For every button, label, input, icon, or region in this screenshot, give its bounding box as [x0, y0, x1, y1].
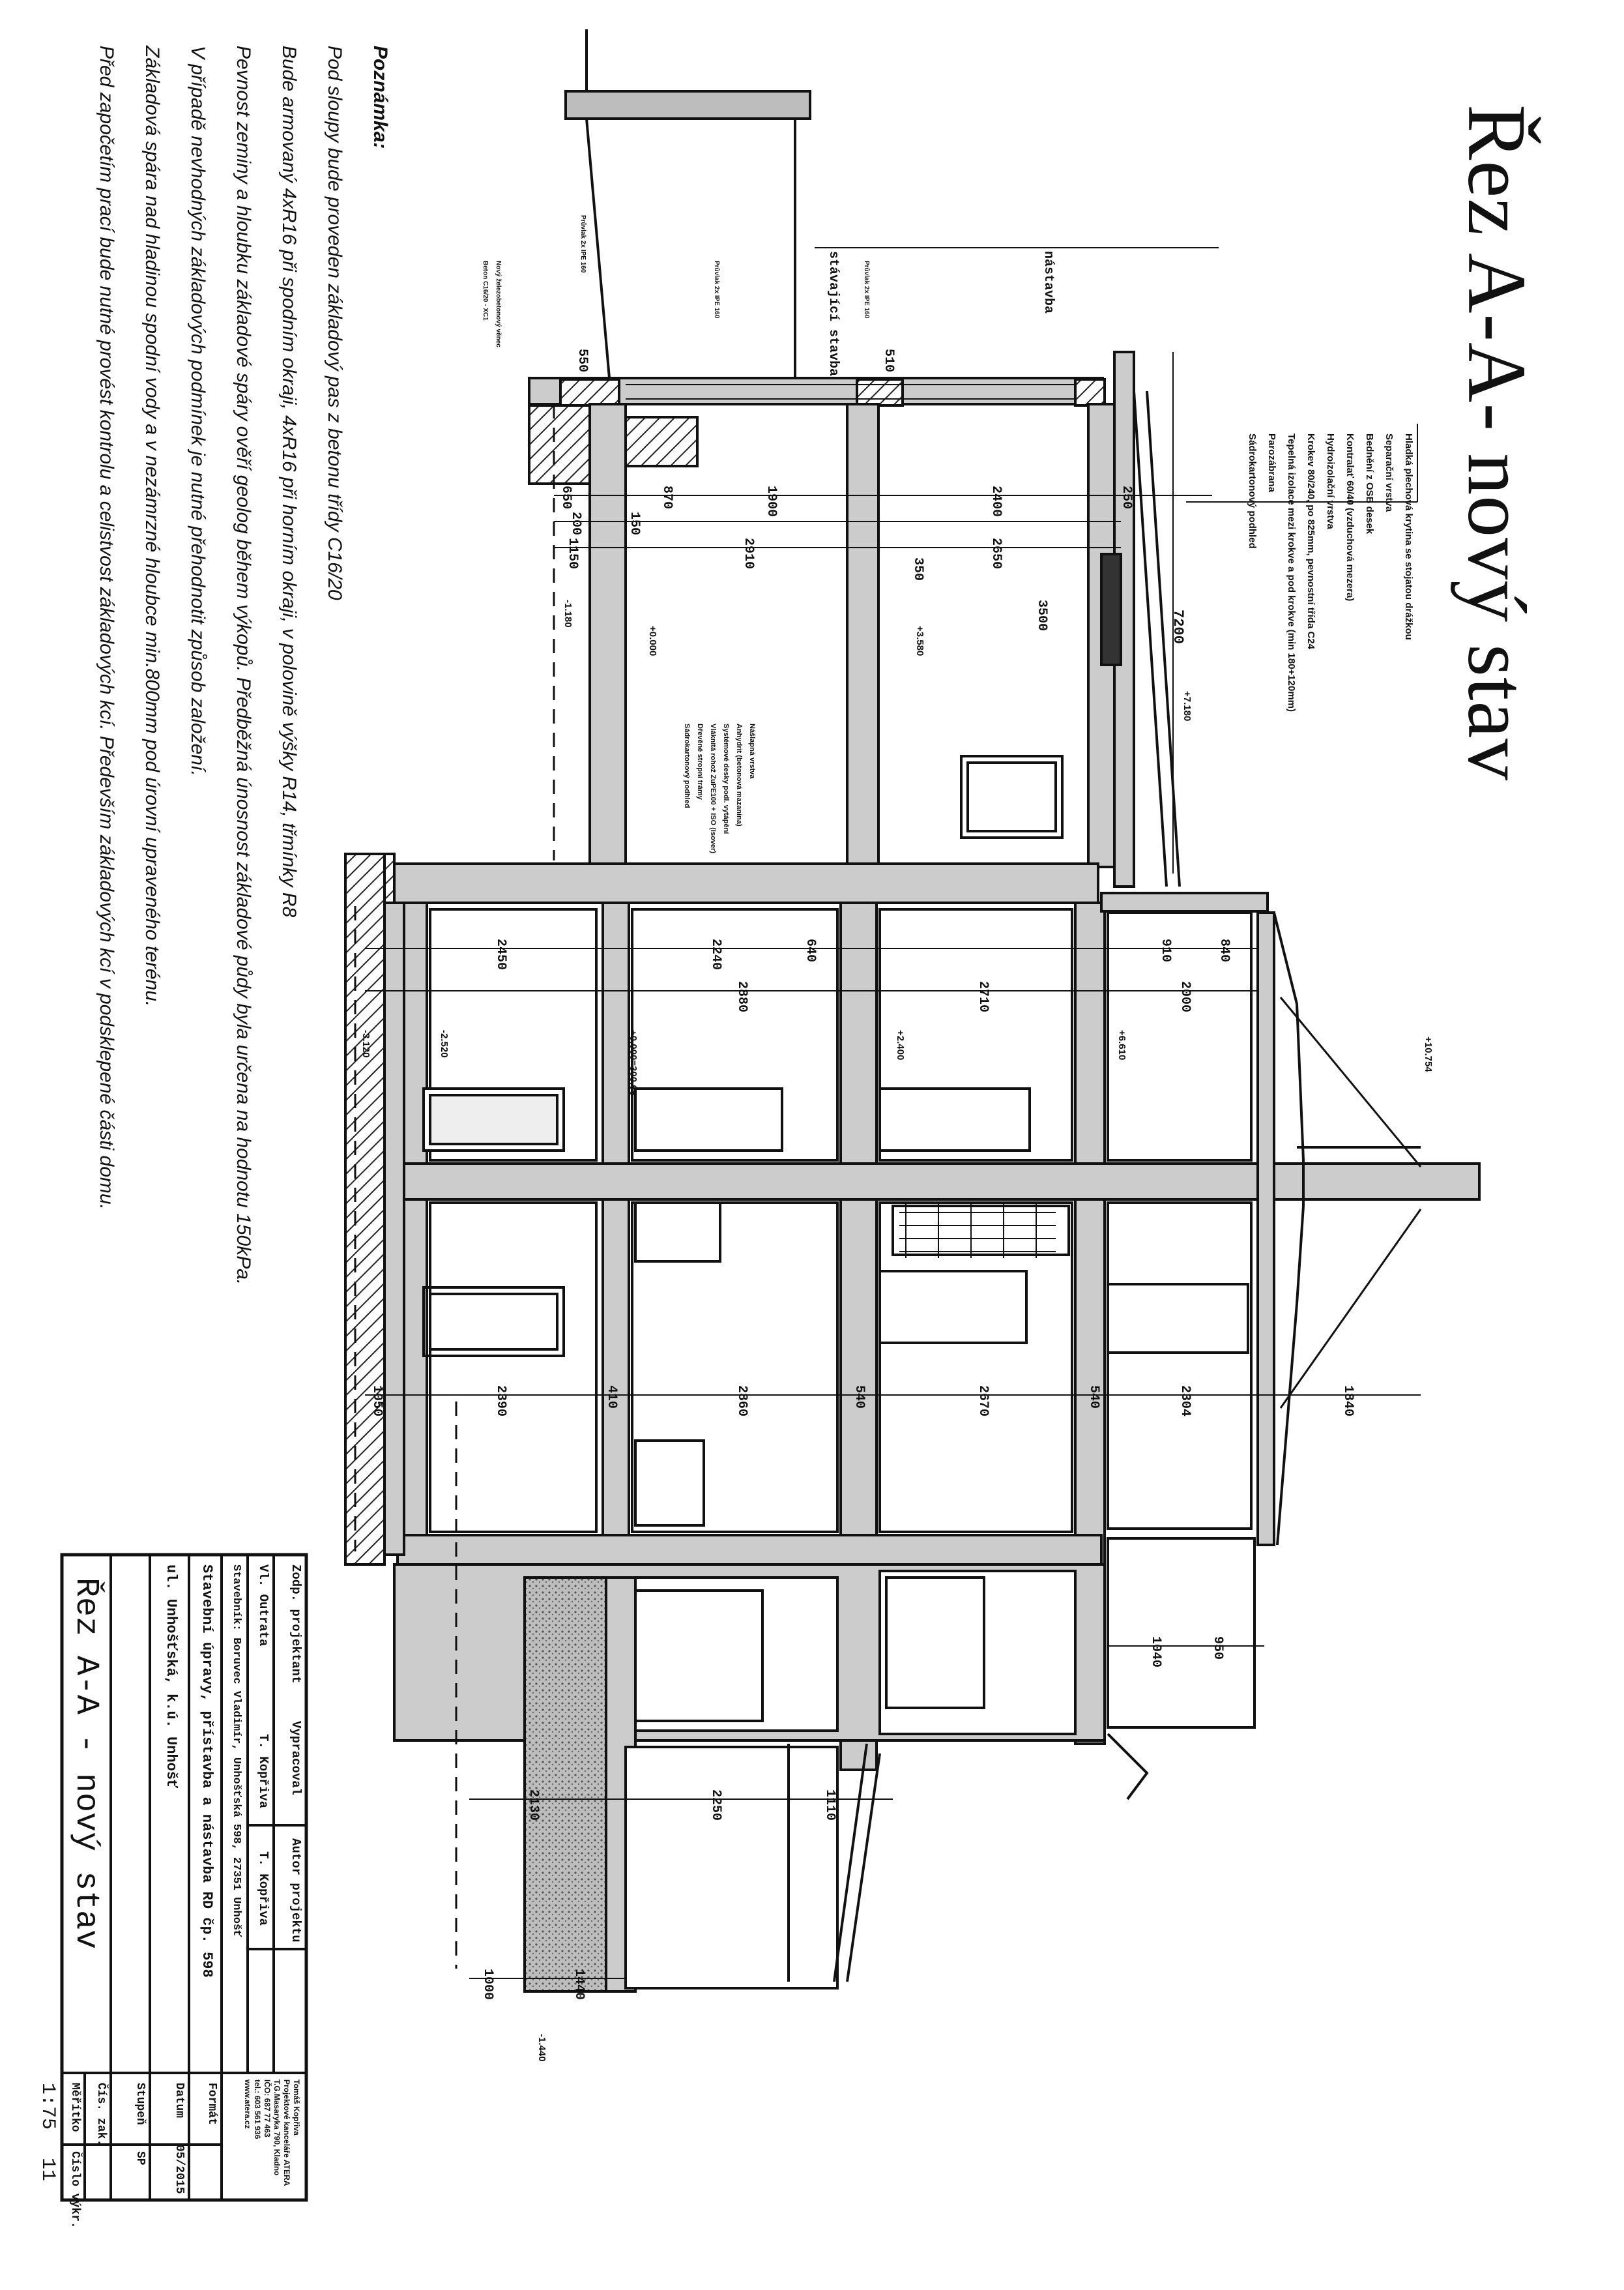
- tb-stage-value: SP: [134, 2151, 147, 2165]
- roof-layer-2: Separační vrstva: [1384, 433, 1395, 512]
- slab-level-1: [404, 903, 427, 1555]
- tb-drawn-by: T. Kopřiva: [256, 1734, 270, 1809]
- level-10: +10.754: [1423, 1036, 1434, 1072]
- dim-3500: 3500: [1034, 600, 1049, 632]
- note-line-1: Pod sloupy bude proveden základový pas z betonu třídy C16/20: [324, 46, 345, 600]
- roof-layer-3: Bednění z OSB desek: [1364, 433, 1375, 535]
- dim-basement-1040: 1040: [1148, 1636, 1163, 1668]
- dim-200: 200: [568, 512, 583, 536]
- dim-upper-2880: 2880: [734, 981, 749, 1013]
- dim-basement-950: 950: [1210, 1636, 1225, 1660]
- label-extension: nástavba: [1041, 251, 1056, 314]
- level-3: +0.000: [647, 626, 658, 656]
- dim-350: 350: [910, 557, 925, 581]
- ceiling-layer-2: Anhydrit (betonová mazanina): [735, 724, 743, 827]
- label-existing: stávající stavba: [826, 251, 841, 377]
- tb-drawing-name: Řez A-A - nový stav: [67, 1578, 104, 1950]
- level-5: +6.610: [1116, 1030, 1127, 1061]
- roof-layer-1: Hladká plechová krytina se stojatou drážkou: [1403, 433, 1414, 640]
- level-4: -1.180: [562, 600, 573, 628]
- dim-870: 870: [660, 486, 674, 510]
- tb-company-6: www.atera.cz: [243, 2079, 252, 2129]
- dim-bottom-1440: 1440: [572, 1969, 587, 2001]
- note-line-2: Bude armovaný 4xR16 při spodním okraji, 4xR16 při horním okraji, v polovině výšky R14, třmínky R8: [278, 46, 300, 918]
- tb-format-label: Formát: [205, 2083, 218, 2125]
- dim-bottom-2130: 2130: [526, 1789, 541, 1821]
- dim-1900: 1900: [764, 486, 779, 518]
- dim-lower-540: 540: [852, 1385, 867, 1409]
- dim-510: 510: [881, 349, 896, 373]
- left-beam-label: Průvlak 2x IPE 160: [579, 215, 587, 273]
- note-line-6: Před započetím prací bude nutné provést kontrolu a celistvost základových kcí. Především základových kcí v podsklepené části domu.: [96, 46, 117, 1210]
- roof-layer-6: Krokev 80/240, po 825mm, pevnostní třída C24: [1305, 433, 1316, 649]
- roof-layer-7: Tepelná izolace mezi krokve a pod krokve (min 180+120mm): [1286, 433, 1297, 712]
- tb-company-3: T.G.Masaryka 790, Kladno: [272, 2079, 282, 2176]
- dim-2910: 2910: [741, 538, 756, 570]
- dim-150-top: 150: [627, 512, 642, 536]
- dim-lower-2670: 2670: [976, 1385, 991, 1417]
- roof-layer-9: Sádrokartonový podhled: [1247, 433, 1258, 549]
- tb-company-1: Tomáš Kopřiva: [292, 2079, 301, 2136]
- dim-250: 250: [1119, 486, 1134, 510]
- dim-650: 650: [558, 486, 573, 510]
- note-line-4: V případě nevhodných základových podmínek je nutné přehodnotit způsob založení.: [187, 46, 209, 776]
- tb-sheet-no-label: Číslo výkr.: [68, 2151, 81, 2229]
- ceiling-layer-3: Systémové desky podl. vytápění: [722, 724, 730, 834]
- tb-resp-designer: Vl. Outrata: [256, 1564, 270, 1647]
- central-wall: [398, 1164, 1479, 1199]
- beam-label-2: Průvlak 2x IPE 160: [863, 261, 870, 319]
- level-8: -2.520: [439, 1030, 450, 1058]
- level-7: +0.000=300.66: [628, 1030, 639, 1096]
- level-11: -1.440: [536, 2034, 547, 2062]
- foundation-dotted: [525, 1578, 606, 1991]
- tb-stage-label: Stupeň: [134, 2083, 147, 2125]
- tb-sheet-no-value: 11: [36, 2158, 59, 2182]
- dim-lower-1050: 1050: [370, 1385, 384, 1417]
- ceiling-layer-5: Dřevěné stropní trámy: [696, 724, 704, 800]
- page-title: Řez A-A- nový stav: [1451, 104, 1543, 782]
- dim-upper-2240: 2240: [708, 939, 723, 971]
- note-line-5: Základová spára nad hladinou spodní vody a v nezámrzné hloubce min.800mm pod úrovní upraveného terénu.: [141, 46, 163, 1007]
- dim-lower-410: 410: [604, 1385, 619, 1409]
- tb-drawn-by-label: Vypracoval: [289, 1721, 303, 1796]
- level-2: +3.580: [914, 626, 925, 656]
- dim-upper-2450: 2450: [493, 939, 508, 971]
- dim-lower-2860: 2860: [734, 1385, 749, 1417]
- dim-upper-910: 910: [1158, 939, 1173, 963]
- note-line-3: Pevnost zeminy a hloubku základové spáry ověří geolog během výkopů. Předběžná únosnost základové půdy byla určena na hodnotu 150kPa.: [233, 46, 254, 1285]
- beam-label-1: Průvlak 2x IPE 160: [713, 261, 720, 319]
- tb-company-2: Projektové kanceláře ATERA: [282, 2079, 291, 2186]
- roof-layer-5: Hydroizolační vrstva: [1325, 433, 1336, 529]
- dim-upper-2000: 2000: [1178, 981, 1193, 1013]
- dim-lower-1840: 1840: [1341, 1385, 1356, 1417]
- ceiling-layer-4: Vláknitá rohož ZuPE100 + ISO (Isover): [709, 724, 717, 853]
- notes-heading: Poznámka:: [370, 46, 391, 149]
- tb-resp-designer-label: Zodp. projektant: [289, 1564, 303, 1684]
- dim-lower-2390: 2390: [493, 1385, 508, 1417]
- concrete-class-label: Beton C16/20 - XC1: [482, 261, 489, 321]
- dim-550: 550: [575, 349, 590, 373]
- ceiling-layer-1: Nášlapná vrstva: [748, 724, 756, 779]
- chimney-cap: [566, 91, 810, 119]
- floor-slab-upper: [358, 864, 1098, 903]
- ring-beam-label: Nový železobetonový věnec: [495, 261, 502, 347]
- tb-date-label: Datum: [173, 2083, 186, 2119]
- dim-bottom-1110: 1110: [822, 1789, 837, 1821]
- tb-investor: Stavebník: Boruvec Vladimír, Unhošťská 598, 27351 Unhošť: [230, 1564, 242, 1937]
- level-9: -3.120: [360, 1030, 371, 1058]
- dim-upper-840: 840: [1217, 939, 1232, 963]
- dim-lower-540b: 540: [1086, 1385, 1101, 1409]
- dim-7200: 7200: [1170, 609, 1186, 644]
- tb-project: Stavební úpravy, přístavba a nástavba RD čp. 598: [199, 1564, 215, 1978]
- level-6: +2.400: [895, 1030, 906, 1061]
- tb-date-value: 05/2015: [173, 2145, 186, 2194]
- roof-layer-8: Parozábrana: [1266, 433, 1277, 493]
- roof-layer-4: Kontralať 60/40 (vzduchová mezera): [1344, 433, 1356, 602]
- tb-order-label: Čís. zak.: [94, 2083, 108, 2147]
- dim-2400: 2400: [989, 486, 1004, 518]
- tb-company-4: IČO: 687 77 463: [263, 2079, 272, 2137]
- dim-1150: 1150: [565, 538, 580, 570]
- dim-lower-2304: 2304: [1178, 1385, 1193, 1417]
- tb-address: ul. Unhošťská, k.ú. Unhošť: [163, 1564, 179, 1789]
- tb-company-5: tel.: 603 561 936: [253, 2079, 262, 2139]
- ceiling-layer-6: Sádrokartonový podhled: [683, 724, 691, 808]
- tb-scale-value: 1:75: [36, 2083, 59, 2130]
- dim-bottom-2250: 2250: [708, 1789, 723, 1821]
- tb-author-label: Autor projektu: [289, 1838, 303, 1943]
- dim-bottom-1000: 1000: [480, 1969, 495, 2001]
- dim-upper-2710: 2710: [976, 981, 991, 1013]
- dim-upper-640: 640: [803, 939, 818, 963]
- tb-scale-label: Měřítko: [68, 2083, 81, 2132]
- level-1: +7.180: [1182, 691, 1193, 722]
- tb-author: T. Kopřiva: [256, 1851, 270, 1926]
- dim-2650: 2650: [989, 538, 1004, 570]
